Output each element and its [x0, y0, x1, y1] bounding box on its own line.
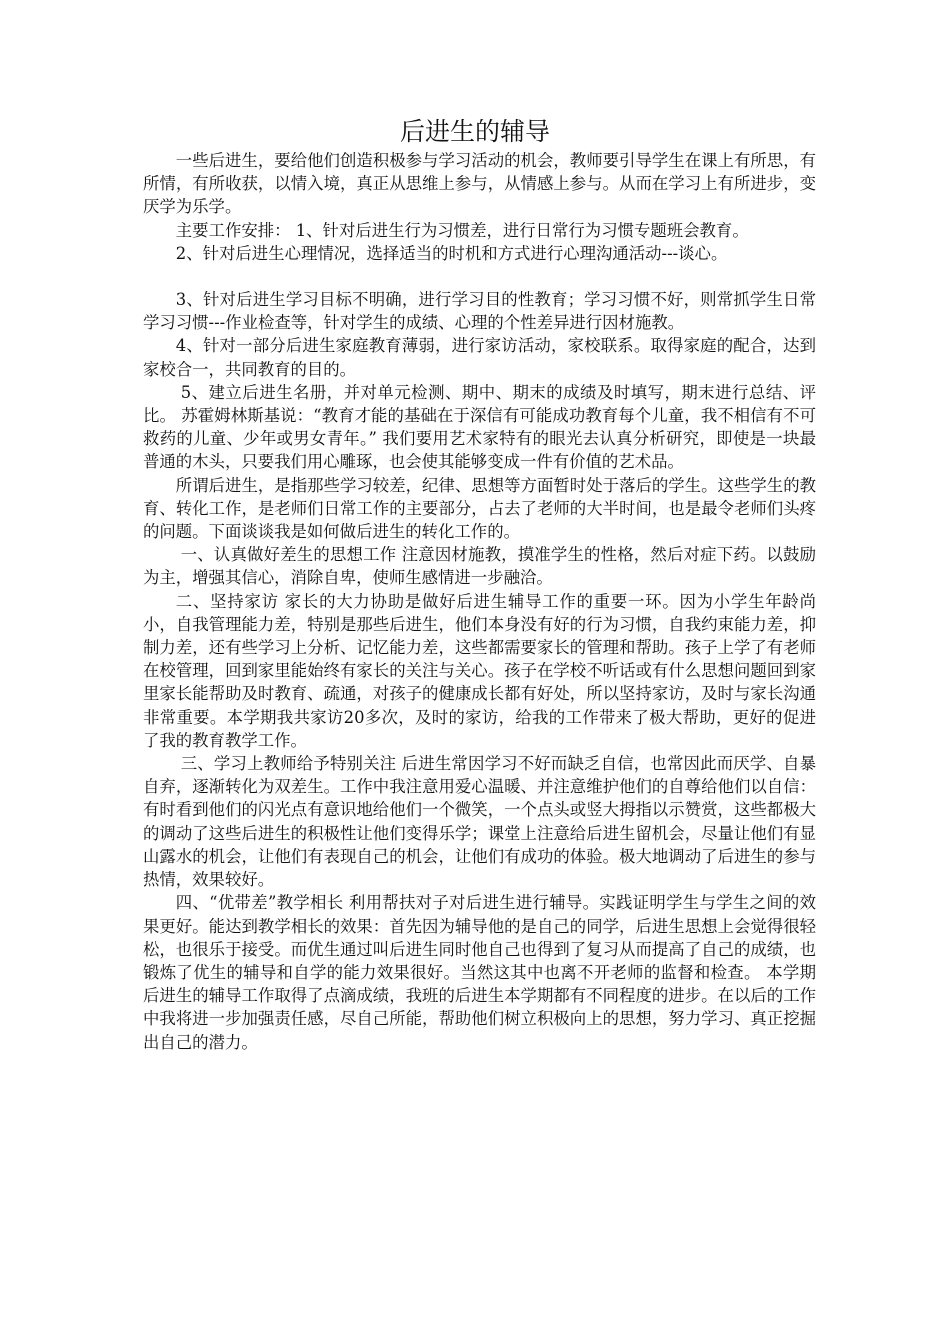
document-body: [143, 149, 816, 1054]
paragraph-intro: 一些后进生，要给他们创造积极参与学习活动的机会，教师要引导学生在课上有所思，有所情，有所收获，以情入境，真正从思维上参与，从情感上参与。从而在学习上有所进步，变厌学为乐学。: [143, 151, 816, 217]
paragraph-section-2: 二、坚持家访 家长的大力协助是做好后进生辅导工作的重要一环。因为小学生年龄尚小，自我管理能力差，特别是那些后进生，他们本身没有好的行为习惯，自我约束能力差，抑制力差，还有些学习上分析、记忆能力差，这些都需要家长的管理和帮助。孩子上学了有老师在校管理，回到家里能始终有家长的关注与关心。孩子在学校不听话或有什么思想问题回到家里家长能帮助及时教育、疏通，对孩子的健康成长都有好处，所以坚持家访，及时与家长沟通非常重要。本学期我共家访20多次，及时的家访，给我的工作带来了极大帮助，更好的促进了我的教育教学工作。: [143, 591, 816, 750]
paragraph-work-plan-5: 5、建立后进生名册，并对单元检测、期中、期末的成绩及时填写，期末进行总结、评比。 苏霍姆林斯基说：“教育才能的基础在于深信有可能成功教育每个儿童，我不相信有不可救药的儿童、少年或男女青年。” 我们要用艺术家特有的眼光去认真分析研究，即使是一块最普通的木头，只要我们用心雕琢，也会使其能够变成一件有价值的艺术品。: [143, 382, 816, 472]
blank-line: [143, 265, 816, 288]
document-title: 后进生的辅导: [399, 117, 550, 146]
paragraph-section-1: 一、认真做好差生的思想工作 注意因材施教，摸准学生的性格，然后对症下药。以鼓励为主，增强其信心，消除自卑，使师生感情进一步融洽。: [143, 545, 816, 588]
paragraph-section-3: 三、学习上教师给予特别关注 后进生常因学习不好而缺乏自信，也常因此而厌学、自暴自弃，逐渐转化为双差生。工作中我注意用爱心温暖、并注意维护他们的自尊给他们以自信：有时看到他们的闪光点有意识地给他们一个微笑，一个点头或竖大拇指以示赞赏，这些都极大的调动了这些后进生的积极性让他们变得乐学；课堂上注意给后进生留机会，尽量让他们有显山露水的机会，让他们有表现自己的机会，让他们有成功的体验。极大地调动了后进生的参与热情，效果较好。: [143, 754, 816, 890]
paragraph-work-plan-1: 主要工作安排： 1、针对后进生行为习惯差，进行日常行为习惯专题班会教育。: [175, 220, 749, 240]
paragraph-work-plan-4: 4、针对一部分后进生家庭教育薄弱，进行家访活动，家校联系。取得家庭的配合，达到家校合一，共同教育的目的。: [143, 336, 816, 379]
paragraph-section-4: 四、“优带差”教学相长 利用帮扶对子对后进生进行辅导。实践证明学生与学生之间的效果更好。能达到教学相长的效果：首先因为辅导他的是自己的同学，后进生思想上会觉得很轻松，也很乐于接受。而优生通过叫后进生同时他自己也得到了复习从而提高了自己的成绩，也锻炼了优生的辅导和自学的能力效果很好。当然这其中也离不开老师的监督和检查。 本学期后进生的辅导工作取得了点滴成绩，我班的后进生本学期都有不同程度的进步。在以后的工作中我将进一步加强责任感，尽自己所能，帮助他们树立积极向上的思想，努力学习、真正挖掘出自己的潜力。: [143, 893, 816, 1052]
paragraph-work-plan-2: 2、针对后进生心理情况，选择适当的时机和方式进行心理沟通活动---谈心。: [175, 243, 728, 263]
paragraph-work-plan-3: 3、针对后进生学习目标不明确，进行学习目的性教育；学习习惯不好，则常抓学生日常学习习惯---作业检查等，针对学生的成绩、心理的个性差异进行因材施教。: [143, 290, 816, 333]
paragraph-definition: 所谓后进生，是指那些学习较差，纪律、思想等方面暂时处于落后的学生。这些学生的教育、转化工作，是老师们日常工作的主要部分，占去了老师的大半时间，也是最令老师们头疼的问题。下面谈谈我是如何做后进生的转化工作的。: [143, 475, 816, 542]
